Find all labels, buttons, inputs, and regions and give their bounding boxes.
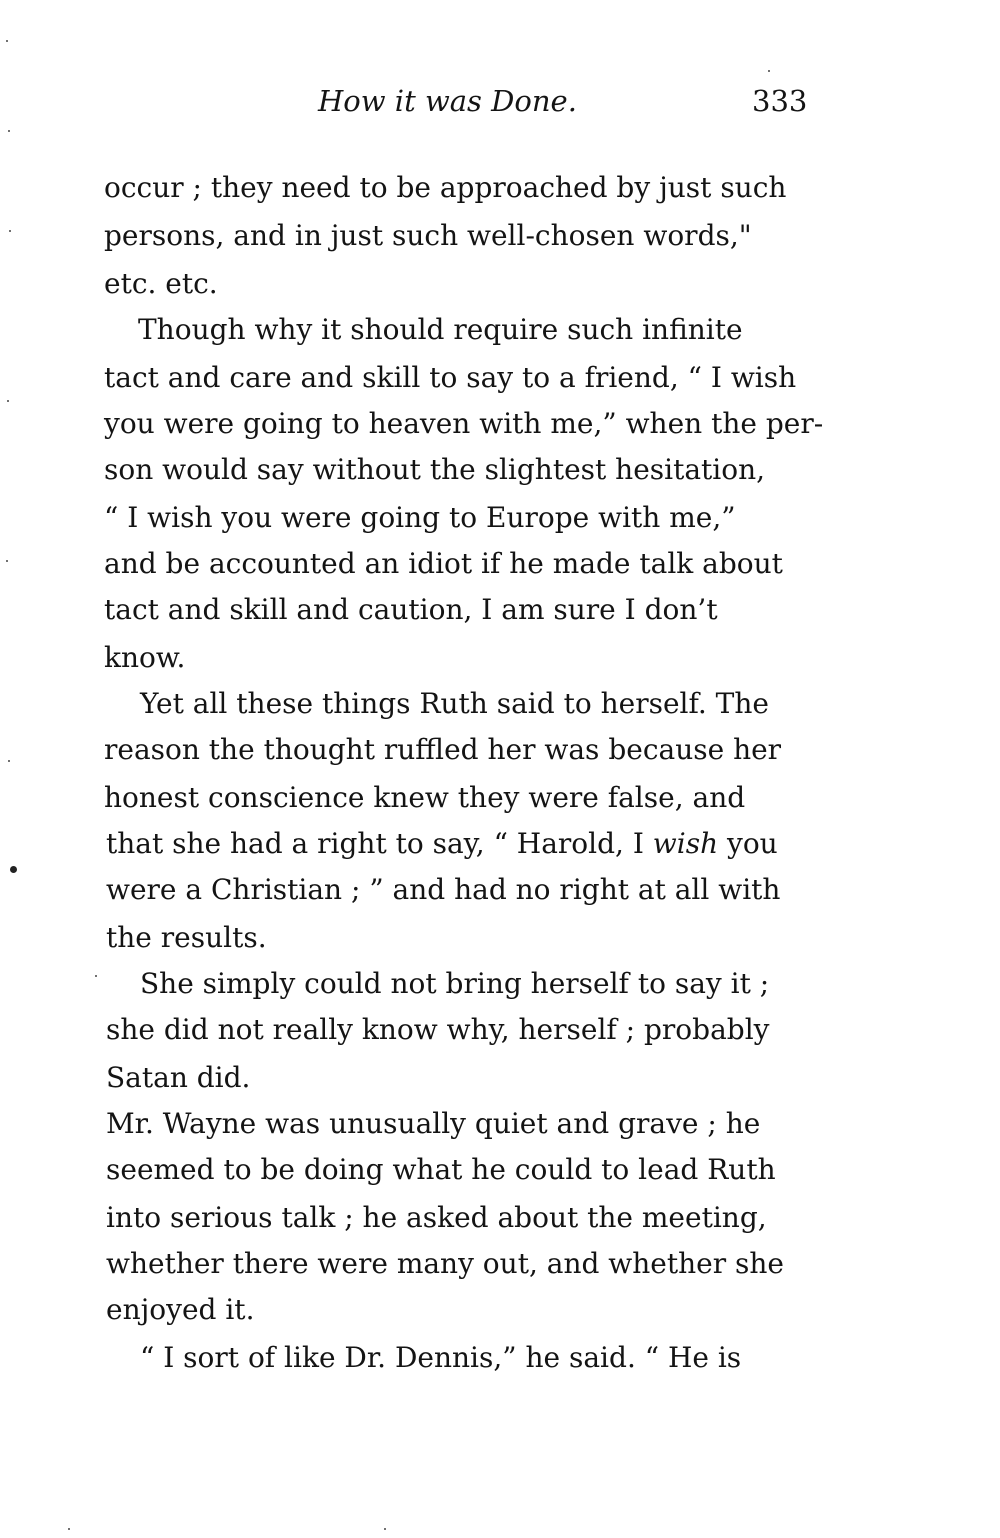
scan-speck [6,40,8,42]
text-line: and be accounted an idiot if he made talk about [104,547,783,580]
scan-speck [7,400,9,402]
text-line: Though why it should require such infinite [138,313,743,346]
scan-speck [8,760,10,762]
text-segment: you [718,827,778,860]
text-line: Satan did. [106,1061,251,1094]
page-number: 333 [752,84,808,118]
page-header [0,84,1000,128]
ink-dot [10,866,17,873]
text-line: tact and skill and caution, I am sure I don’t [104,593,718,626]
scan-speck [768,70,770,72]
text-line: She simply could not bring herself to say it ; [140,967,770,1000]
text-line: enjoyed it. [106,1293,255,1326]
text-line: seemed to be doing what he could to lead Ruth [106,1153,776,1186]
text-segment: that she had a right to say, “ Harold, I [106,827,653,860]
text-line: into serious talk ; he asked about the meeting, [106,1201,767,1234]
text-line: etc. etc. [104,267,218,300]
scan-speck [6,560,8,562]
text-line: reason the thought ruffled her was because her [104,733,782,766]
text-line: Mr. Wayne was unusually quiet and grave ; he [106,1107,761,1140]
running-title: How it was Done. [318,84,577,118]
text-line: she did not really know why, herself ; probably [106,1013,770,1046]
text-line: were a Christian ; ” and had no right at all with [106,873,781,906]
text-line: whether there were many out, and whether she [106,1247,784,1280]
text-line: the results. [106,921,267,954]
text-line: Yet all these things Ruth said to herself. The [140,687,769,720]
text-line: honest conscience knew they were false, and [104,781,746,814]
text-line: persons, and in just such well-chosen words," [104,219,752,252]
text-line: know. [104,641,186,674]
scan-speck [68,1528,70,1530]
text-line: son would say without the slightest hesitation, [104,453,766,486]
text-line: “ I sort of like Dr. Dennis,” he said. “ He is [140,1341,742,1374]
scan-speck [9,230,11,232]
text-line [106,826,778,862]
emphasized-word: wish [652,827,719,860]
text-line: “ I wish you were going to Europe with me,” [104,501,736,534]
scan-speck [95,975,97,977]
text-line: you were going to heaven with me,” when the per- [104,407,824,440]
text-line: tact and care and skill to say to a friend, “ I wish [104,361,797,394]
text-line: occur ; they need to be approached by just such [104,171,787,204]
scan-speck [8,130,10,132]
scan-speck [384,1528,386,1530]
